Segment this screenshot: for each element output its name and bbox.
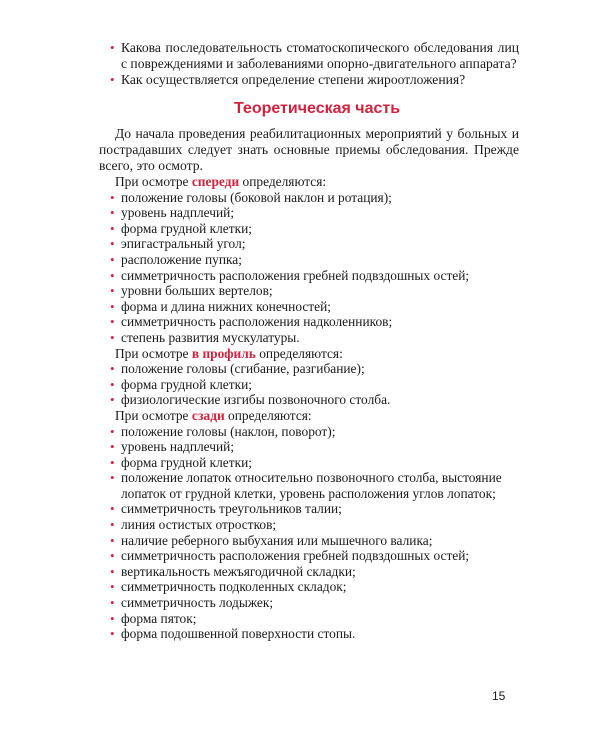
bullet-icon: • (110, 439, 115, 455)
bullet-icon: • (110, 298, 115, 314)
bullet-icon: • (110, 470, 115, 486)
list-item: • симметричность расположения надколенников; (110, 314, 393, 330)
list-item: • наличие реберного выбухания или мышечного валика; (110, 532, 433, 548)
bullet-icon: • (110, 72, 115, 87)
bullet-icon: • (110, 205, 115, 221)
bullet-icon: • (110, 626, 115, 642)
list-item: • положение лопаток относительно позвоночного столба, выстояние лопаток от грудной клетки, уровень расположения углов лопаток; (110, 470, 502, 501)
bullet-icon: • (110, 517, 115, 533)
list-item: • Как осуществляется определение степени жироотложения? (110, 72, 466, 87)
list-item: • форма грудной клетки; (110, 454, 252, 470)
bullet-icon: • (110, 329, 115, 345)
list-item: • симметричность лодыжек; (110, 595, 274, 611)
bullet-icon: • (110, 236, 115, 252)
list-item: • эпигастральный угол; (110, 236, 246, 252)
list-item: • форма грудной клетки; (110, 220, 252, 236)
list-item: • уровни больших вертелов; (110, 283, 273, 299)
list-item: • форма грудной клетки; (110, 376, 252, 392)
list-item: • уровень надплечий; (110, 439, 235, 455)
list-item: • форма подошвенной поверхности стопы. (110, 626, 356, 642)
bullet-icon: • (110, 548, 115, 564)
questions-list (99, 40, 519, 88)
bullet-icon: • (110, 283, 115, 299)
bullet-icon: • (110, 532, 115, 548)
list-item: • симметричность расположения гребней подвздошных остей; (110, 267, 470, 283)
list-item: • физиологические изгибы позвоночного столба. (110, 392, 391, 408)
page-number: 15 (492, 689, 506, 703)
list-item: • положение головы (наклон, поворот); (110, 423, 336, 439)
bullet-icon: • (110, 610, 115, 626)
back-keyword: сзади (191, 407, 225, 423)
list-item: • форма и длина нижних конечностей; (110, 298, 331, 314)
list-item: • симметричность подколенных складок; (110, 579, 347, 595)
list-item: • положение головы (сгибание, разгибание); (110, 361, 365, 377)
list-item: • линия остистых отростков; (110, 517, 277, 533)
bullet-icon: • (110, 267, 115, 283)
profile-keyword: в профиль (191, 345, 256, 361)
bullet-icon: • (110, 189, 115, 205)
list-item: • симметричность треугольников талии; (110, 501, 342, 517)
page-content (99, 40, 519, 642)
bullet-icon: • (110, 376, 115, 392)
front-lead: При осмотре спереди определяются: (115, 174, 327, 189)
bullet-icon: • (110, 563, 115, 579)
list-item: • уровень надплечий; (110, 205, 235, 221)
bullet-icon: • (110, 40, 115, 55)
list-item: • степень развития мускулатуры. (110, 329, 300, 345)
list-item: • Какова последовательность стоматоскопического обследования лиц с повреждениями и заболеваниями опорно-двигательного аппарата? (110, 40, 519, 71)
list-item: • вертикальность межъягодичной складки; (110, 563, 356, 579)
bullet-icon: • (110, 392, 115, 408)
front-keyword: спереди (191, 174, 240, 189)
front-list (99, 190, 519, 346)
intro-paragraph: До начала проведения реабилитационных мероприятий у больных и пострадавших следует знать основные приемы обследования. Прежде всего, это осмотр. (99, 126, 519, 173)
list-item: • форма пяток; (110, 610, 197, 626)
list-item: • расположение пупка; (110, 251, 242, 267)
bullet-icon: • (110, 501, 115, 517)
bullet-icon: • (110, 454, 115, 470)
bullet-icon: • (110, 423, 115, 439)
bullet-icon: • (110, 361, 115, 377)
bullet-icon: • (110, 251, 115, 267)
bullet-icon: • (110, 314, 115, 330)
bullet-icon: • (110, 595, 115, 611)
list-item: • положение головы (боковой наклон и ротация); (110, 189, 392, 205)
back-list (99, 424, 519, 642)
section-title: Теоретическая часть (233, 100, 401, 117)
profile-list (99, 361, 519, 408)
back-lead: При осмотре сзади определяются: (115, 407, 312, 423)
bullet-icon: • (110, 579, 115, 595)
list-item: • симметричность расположения гребней подвздошных остей; (110, 548, 470, 564)
bullet-icon: • (110, 220, 115, 236)
profile-lead: При осмотре в профиль определяются: (115, 345, 343, 361)
